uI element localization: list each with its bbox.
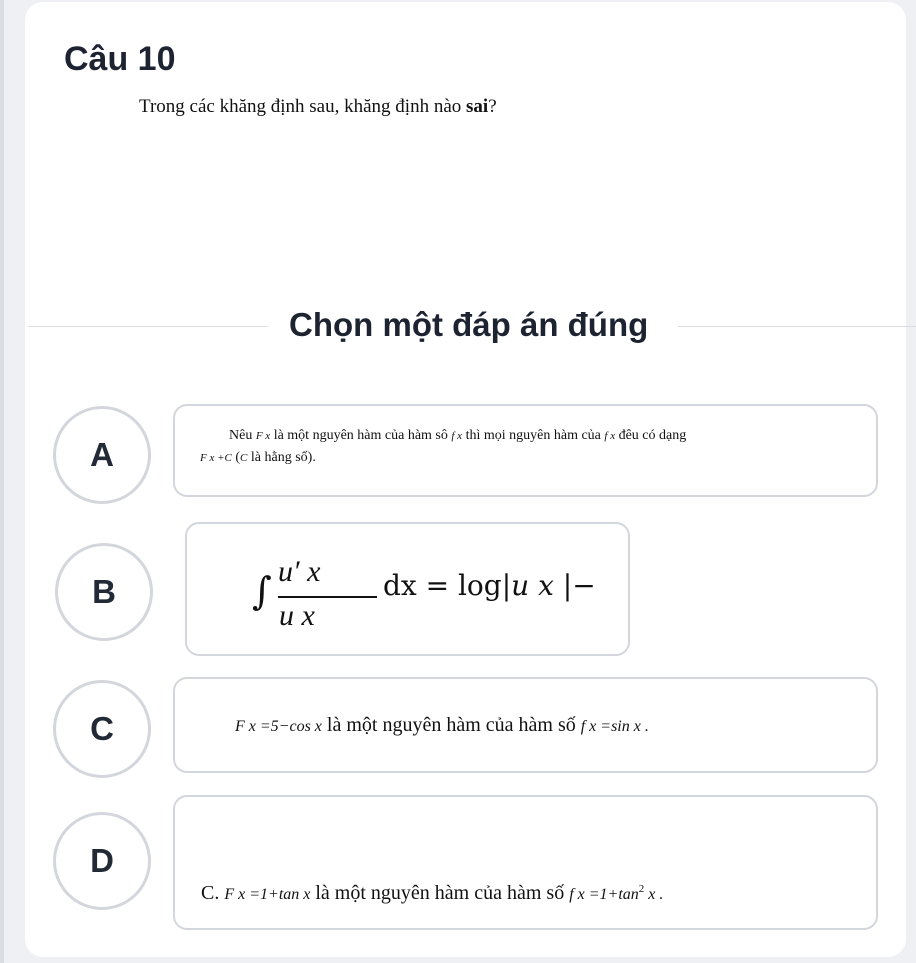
option-a-line1 [229, 428, 686, 444]
choose-answer-label: Chọn một đáp án đúng [289, 306, 649, 343]
option-a-expr-F: F x [255, 430, 271, 442]
option-c-expr-f: f x =sin x . [580, 718, 649, 735]
option-d-text: là một nguyên hàm của hàm số [310, 882, 570, 904]
option-c-letter-text: C [90, 710, 114, 747]
option-b-dx-log: dx = log [383, 569, 502, 602]
prompt-text: Trong các khăng định sau, khăng định nào [139, 96, 466, 117]
divider-left [28, 326, 268, 327]
prompt-end: ? [488, 96, 497, 117]
option-a-expr-FC: F x +C [200, 452, 232, 464]
integral-sign: ∫ [252, 569, 272, 613]
option-d-expr-F: F x =1+tan x [224, 886, 311, 903]
fraction-numerator: u′ x [278, 555, 321, 588]
option-a-text: đêu có dạng [615, 428, 687, 443]
option-c-box[interactable] [173, 677, 878, 773]
option-a-text: là hằng số). [247, 450, 316, 465]
option-d-superscript: 2 [638, 883, 645, 895]
option-d-letter-text: D [90, 842, 114, 879]
option-a-text: là một nguyên hàm của hàm sô [270, 428, 452, 443]
question-title: Câu 10 [64, 40, 176, 78]
option-a-letter-text: A [90, 436, 114, 473]
option-a-box[interactable] [173, 404, 878, 497]
option-c-text: là một nguyên hàm của hàm số [321, 714, 581, 736]
question-prompt [139, 96, 497, 118]
option-b-letter-text: B [92, 573, 116, 610]
option-c-expr-F: F x =5−cos x [235, 718, 322, 735]
option-a-expr-f: f x [451, 430, 463, 442]
prompt-bold: sai [466, 96, 489, 117]
option-d-letter[interactable] [53, 812, 151, 910]
option-d-expr-f: f x =1+tan [569, 886, 639, 903]
option-a-text: ( [231, 450, 241, 465]
left-edge [0, 0, 4, 963]
option-d-expr-end: x . [644, 886, 664, 903]
option-d-box[interactable] [173, 795, 878, 930]
option-d-content [201, 882, 663, 905]
option-a-expr-f2: f x [604, 430, 616, 442]
option-c-letter[interactable] [53, 680, 151, 778]
option-a-letter[interactable] [53, 406, 151, 504]
option-a-line2 [200, 450, 316, 466]
option-a-text: Nêu [229, 428, 256, 443]
option-b-rest [383, 569, 596, 602]
option-a-text: thì mọi nguyên hàm của [462, 428, 605, 443]
fraction-bar [278, 596, 377, 598]
option-d-prefix: C. [201, 882, 225, 904]
option-c-content [235, 714, 649, 737]
option-b-letter[interactable] [55, 543, 153, 641]
divider-right [678, 326, 916, 327]
fraction-denominator: u x [279, 599, 315, 632]
option-b-abs: |u x |− [501, 569, 596, 602]
option-a-expr-C: C [240, 452, 248, 464]
